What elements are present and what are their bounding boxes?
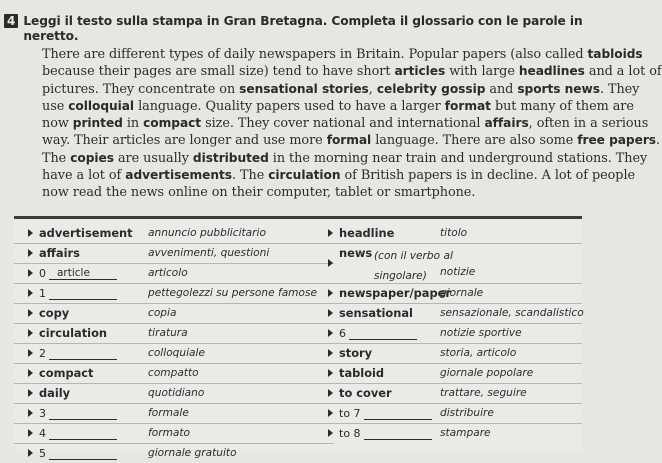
italian-translation: sensazionale, scandalistico — [440, 307, 584, 319]
bold-keyword: advertisements — [125, 168, 232, 183]
passage-line — [42, 63, 662, 80]
passage-text: The — [42, 150, 71, 166]
bullet-arrow-icon — [28, 369, 33, 377]
passage-text: language. Quality papers used to have a larger — [134, 98, 445, 114]
bullet-arrow-icon — [328, 329, 333, 337]
bold-keyword: headlines — [518, 64, 585, 79]
passage-line — [42, 115, 649, 132]
passage-text: , — [368, 81, 377, 97]
entry-number: to 8 — [339, 426, 361, 440]
bold-keyword: articles — [394, 64, 446, 79]
entry-number: 5 — [39, 446, 46, 460]
entry-number: 1 — [39, 286, 46, 300]
bullet-arrow-icon — [28, 349, 33, 357]
bold-keyword: tabloids — [587, 47, 643, 61]
passage-text: have a lot of — [42, 168, 126, 184]
bullet-arrow-icon — [28, 289, 33, 297]
glossary-entry — [314, 243, 582, 284]
passage-text: in — [122, 116, 144, 132]
bold-keyword: circulation — [268, 168, 341, 183]
italian-translation: copia — [148, 307, 177, 319]
bullet-arrow-icon — [328, 229, 333, 237]
passage-line — [42, 98, 634, 115]
exercise-header — [4, 14, 584, 44]
blank-entry — [39, 347, 151, 360]
italian-translation: titolo — [440, 227, 468, 239]
bold-keyword: distributed — [192, 150, 269, 165]
passage-text: are usually — [113, 150, 193, 166]
bullet-arrow-icon — [328, 289, 333, 297]
passage-text: size. They cover national and international — [201, 116, 485, 132]
passage-text: but many of them are — [490, 98, 634, 114]
glossary-entry — [14, 343, 334, 364]
answer-blank[interactable] — [364, 407, 432, 420]
passage-text: pictures. They concentrate on — [42, 81, 240, 97]
blank-entry — [39, 407, 151, 420]
glossary-entry — [14, 243, 334, 264]
glossary-term: to cover — [339, 386, 392, 400]
blank-entry — [39, 267, 151, 280]
glossary-entry — [14, 423, 334, 444]
glossary-entry — [14, 443, 334, 463]
glossary-entry — [14, 363, 334, 384]
glossary-entry — [314, 403, 582, 424]
passage-text: . They — [599, 81, 640, 97]
passage-text: , often in a serious — [528, 116, 649, 132]
bold-keyword: copies — [70, 150, 114, 165]
glossary-entry — [14, 223, 334, 244]
bullet-arrow-icon — [28, 329, 33, 337]
bullet-arrow-icon — [328, 429, 333, 437]
bullet-arrow-icon — [28, 229, 33, 237]
answer-blank[interactable] — [364, 427, 432, 440]
bullet-arrow-icon — [328, 369, 333, 377]
passage-text: . — [656, 133, 661, 149]
italian-translation: annuncio pubblicitario — [148, 227, 266, 239]
italian-translation: giornale popolare — [440, 367, 534, 379]
italian-translation: trattare, seguire — [440, 387, 527, 399]
bullet-arrow-icon — [28, 409, 33, 417]
passage-line — [42, 150, 648, 167]
glossary-entry — [314, 423, 582, 443]
passage-line — [42, 46, 643, 63]
entry-number: 0 — [39, 266, 46, 280]
answer-text: article — [57, 266, 90, 279]
bold-keyword: compact — [143, 116, 202, 131]
glossary-entry — [14, 403, 334, 424]
passage-line — [42, 184, 584, 201]
bullet-arrow-icon — [28, 269, 33, 277]
glossary-term: circulation — [39, 326, 108, 340]
italian-translation: pettegolezzi su persone famose — [148, 287, 318, 299]
glossary-term: copy — [39, 306, 70, 320]
bold-keyword: formal — [326, 133, 372, 148]
bullet-arrow-icon — [328, 389, 333, 397]
italian-translation: quotidiano — [148, 387, 205, 399]
glossary-term: newspaper/paper — [339, 286, 451, 300]
bold-keyword: affairs — [484, 116, 529, 131]
bold-keyword: free papers — [577, 133, 656, 148]
blank-entry — [39, 427, 151, 440]
glossary-entry — [314, 223, 582, 244]
glossary-entry — [14, 383, 334, 404]
passage-text: and a lot of — [584, 64, 662, 80]
italian-translation: formale — [148, 407, 189, 419]
italian-translation: storia, articolo — [440, 347, 517, 359]
bold-keyword: sports news — [517, 81, 600, 96]
exercise-instruction: Leggi il testo sulla stampa in Gran Bretagna. Completa il glossario con le parole in neretto. — [23, 14, 583, 43]
passage-line — [42, 132, 661, 149]
glossary-entry — [314, 323, 582, 344]
glossary-entry — [314, 303, 582, 324]
glossary-term: story — [339, 346, 373, 360]
glossary-term: headline — [339, 226, 395, 240]
bullet-arrow-icon — [28, 429, 33, 437]
bold-keyword: sensational stories — [239, 81, 369, 96]
entry-number: to 7 — [339, 406, 361, 420]
glossary-entry — [14, 323, 334, 344]
glossary-entry — [14, 283, 334, 304]
bullet-arrow-icon — [328, 409, 333, 417]
glossary-entry — [314, 383, 582, 404]
italian-translation: giornale gratuito — [148, 447, 237, 459]
passage-text: now read the news online on their computer, tablet or smartphone. — [42, 185, 476, 201]
glossary-term: compact — [39, 366, 94, 380]
bullet-arrow-icon — [28, 389, 33, 397]
bold-keyword: colloquial — [68, 98, 135, 113]
glossary-term: sensational — [339, 306, 413, 320]
bullet-arrow-icon — [28, 309, 33, 317]
glossary-entry — [314, 343, 582, 364]
bullet-arrow-icon — [328, 309, 333, 317]
blank-entry — [39, 287, 151, 300]
answer-blank[interactable] — [49, 427, 117, 440]
passage-text: in the morning near train and underground stations. They — [268, 150, 648, 166]
answer-blank[interactable] — [49, 407, 117, 420]
entry-number: 2 — [39, 346, 46, 360]
glossary-term: advertisement — [39, 226, 133, 240]
glossary-entry — [314, 283, 582, 304]
passage-text: . The — [231, 168, 269, 184]
passage-text: There are different types of daily newspapers in Britain. Popular papers (also called — [42, 47, 588, 62]
passage-line — [42, 81, 640, 98]
bold-keyword: celebrity gossip — [376, 81, 486, 96]
bullet-arrow-icon — [28, 449, 33, 457]
entry-number: 6 — [339, 326, 346, 340]
glossary-term: affairs — [39, 246, 80, 260]
answer-blank[interactable] — [49, 447, 117, 460]
entry-number: 3 — [39, 406, 46, 420]
glossary-term: daily — [39, 386, 71, 400]
passage-text: and — [485, 81, 518, 97]
bullet-arrow-icon — [328, 259, 333, 267]
passage-text: use — [42, 98, 69, 114]
italian-translation: notizie — [440, 266, 476, 278]
italian-translation: notizie sportive — [440, 327, 522, 339]
passage-line — [42, 167, 636, 184]
answer-blank[interactable] — [49, 347, 117, 360]
italian-translation: avvenimenti, questioni — [148, 247, 270, 259]
answer-blank[interactable] — [49, 267, 117, 280]
italian-translation: giornale — [440, 287, 484, 299]
italian-translation: stampare — [440, 427, 491, 439]
glossary-entry — [14, 303, 334, 324]
glossary-term-note: (con il verbo al singolare) — [374, 250, 453, 282]
answer-blank[interactable] — [49, 287, 117, 300]
bold-keyword: format — [444, 98, 491, 113]
glossary-term: news — [339, 246, 373, 260]
passage-text: now — [42, 116, 73, 132]
glossary-table — [14, 216, 584, 460]
passage-text: with large — [445, 64, 519, 80]
italian-translation: tiratura — [148, 327, 188, 339]
answer-blank[interactable] — [349, 327, 417, 340]
glossary-term: tabloid — [339, 366, 385, 380]
italian-translation: formato — [148, 427, 191, 439]
exercise-number: 4 — [4, 14, 18, 28]
passage-text: of British papers is in decline. A lot of people — [340, 168, 636, 184]
italian-translation: colloquiale — [148, 347, 206, 359]
bold-keyword: printed — [72, 116, 123, 131]
italian-translation: distribuire — [440, 407, 494, 419]
passage-text: way. Their articles are longer and use more — [42, 133, 327, 149]
italian-translation: compatto — [148, 367, 199, 379]
bullet-arrow-icon — [328, 349, 333, 357]
italian-translation: articolo — [148, 267, 188, 279]
reading-passage — [42, 46, 662, 202]
bullet-arrow-icon — [28, 249, 33, 257]
entry-number: 4 — [39, 426, 46, 440]
glossary-entry — [314, 363, 582, 384]
blank-entry — [39, 447, 151, 460]
glossary-entry — [14, 263, 334, 284]
passage-text: because their pages are small size) tend to have short — [42, 64, 395, 80]
passage-text: language. There are also some — [371, 133, 578, 149]
